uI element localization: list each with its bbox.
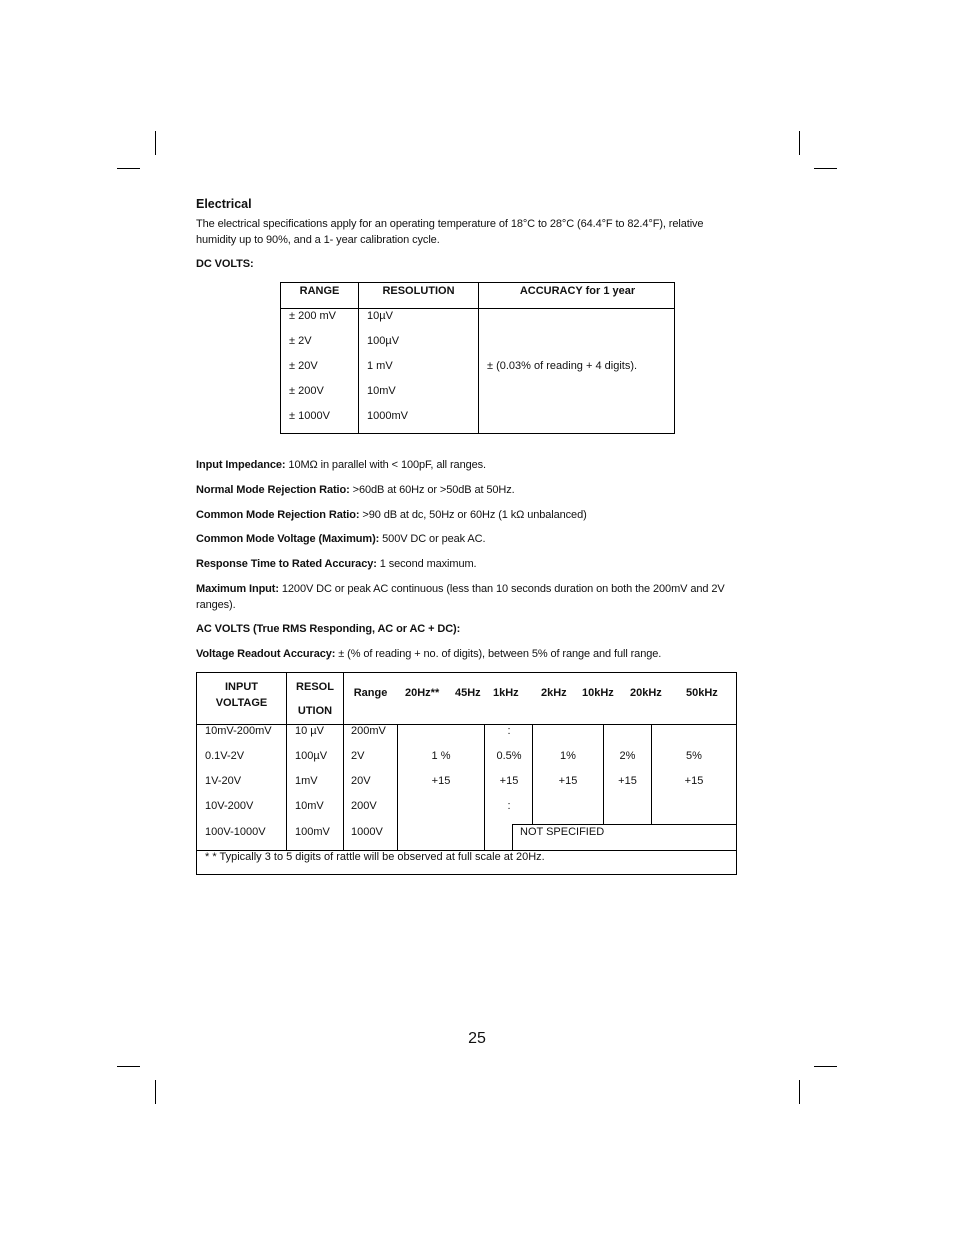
crop-mark (799, 131, 800, 155)
dc-range-cell: ± 1000V (289, 410, 330, 422)
crop-mark (117, 1066, 140, 1067)
ac-range-cell: 1000V (351, 826, 383, 838)
header-freq-1khz: 1kHz (493, 687, 519, 699)
header-range: RANGE (299, 285, 340, 297)
ac-range-cell: 200V (351, 800, 377, 812)
ac-accuracy-cell: : (507, 800, 511, 812)
dc-resolution-cell: 1000mV (367, 410, 408, 422)
header-freq-50khz: 50kHz (686, 687, 718, 699)
header-input-voltage: INPUT VOLTAGE (215, 681, 268, 709)
section-title: Electrical (196, 197, 252, 211)
header-freq-20khz: 20kHz (630, 687, 662, 699)
dc-resolution-cell: 10µV (367, 310, 393, 322)
dc-range-cell: ± 200 mV (289, 310, 337, 322)
crop-mark (799, 1080, 800, 1104)
spec-normal-mode-rejection: Normal Mode Rejection Ratio: >60dB at 60Hz or >50dB at 50Hz. (196, 484, 515, 496)
dc-resolution-cell: 1 mV (367, 360, 393, 372)
ac-range-cell: 200mV (351, 725, 386, 737)
ac-accuracy-cell: 2% (619, 750, 636, 762)
ac-input-voltage-cell: 100V-1000V (205, 826, 266, 838)
spec-common-mode-voltage: Common Mode Voltage (Maximum): 500V DC or peak AC. (196, 533, 486, 545)
ac-resolution-cell: 1mV (295, 775, 318, 787)
dc-resolution-cell: 100µV (367, 335, 400, 347)
spec-maximum-input: Maximum Input: 1200V DC or peak AC continuous (less than 10 seconds duration on both the 200mV and 2V ranges). (196, 583, 725, 611)
ac-accuracy-cell: +15 (684, 775, 704, 787)
ac-input-voltage-cell: 10V-200V (205, 800, 254, 812)
crop-mark (155, 1080, 156, 1104)
ac-range-cell: 20V (351, 775, 371, 787)
ac-volts-heading: AC VOLTS (True RMS Responding, AC or AC + DC): (196, 623, 461, 635)
crop-mark (155, 131, 156, 155)
dc-range-cell: ± 20V (289, 360, 318, 372)
ac-accuracy-cell: 1% (560, 750, 576, 762)
ac-accuracy-cell: : (507, 725, 511, 737)
ac-input-voltage-cell: 10mV-200mV (205, 725, 272, 737)
ac-accuracy-cell: +15 (431, 775, 451, 787)
voltage-readout-accuracy: Voltage Readout Accuracy: ± (% of reading + no. of digits), between 5% of range and full range. (196, 648, 662, 660)
ac-resolution-cell: 10 µV (295, 725, 324, 737)
ac-accuracy-cell: +15 (558, 775, 578, 787)
crop-mark (814, 168, 837, 169)
ac-range-cell: 2V (351, 750, 365, 762)
ac-input-voltage-cell: 1V-20V (205, 775, 242, 787)
ac-resolution-cell: 100mV (295, 826, 330, 838)
header-freq-45hz: 45Hz (455, 687, 481, 699)
ac-accuracy-cell: 5% (686, 750, 702, 762)
dc-resolution-cell: 10mV (367, 385, 396, 397)
header-freq-20hz: 20Hz** (405, 687, 440, 699)
ac-volts-table (196, 672, 737, 875)
ac-footnote: * * Typically 3 to 5 digits of rattle will be observed at full scale at 20Hz. (205, 851, 545, 863)
ac-accuracy-cell: 1 % (431, 750, 451, 762)
ac-resolution-cell: 100µV (295, 750, 328, 762)
header-accuracy: ACCURACY for 1 year (519, 285, 636, 297)
ac-accuracy-cell: +15 (499, 775, 519, 787)
header-range: Range (353, 687, 388, 699)
header-resolution: RESOL UTION (296, 681, 334, 717)
dc-volts-table (280, 282, 675, 434)
header-resolution: RESOLUTION (382, 285, 455, 297)
ac-accuracy-cell: 0.5% (496, 750, 522, 762)
page-number: 25 (468, 1030, 486, 1047)
spec-input-impedance: Input Impedance: 10MΩ in parallel with < 100pF, all ranges. (196, 459, 486, 471)
spec-response-time: Response Time to Rated Accuracy: 1 second maximum. (196, 558, 477, 570)
dc-accuracy-cell: ± (0.03% of reading + 4 digits). (487, 360, 638, 372)
header-freq-10khz: 10kHz (582, 687, 614, 699)
dc-range-cell: ± 2V (289, 335, 312, 347)
ac-resolution-cell: 10mV (295, 800, 324, 812)
intro-paragraph: The electrical specifications apply for an operating temperature of 18°C to 28°C (64.4°F to 82.4°F), relative humidity up to 90%, and a 1- year calibration cycle. (196, 218, 704, 246)
dc-range-cell: ± 200V (289, 385, 324, 397)
header-freq-2khz: 2kHz (541, 687, 567, 699)
not-specified-cell: NOT SPECIFIED (520, 826, 605, 838)
ac-input-voltage-cell: 0.1V-2V (205, 750, 245, 762)
crop-mark (814, 1066, 837, 1067)
ac-accuracy-cell: +15 (618, 775, 637, 787)
crop-mark (117, 168, 140, 169)
spec-common-mode-rejection: Common Mode Rejection Ratio: >90 dB at dc, 50Hz or 60Hz (1 kΩ unbalanced) (196, 509, 587, 521)
dc-volts-heading: DC VOLTS: (196, 258, 254, 270)
